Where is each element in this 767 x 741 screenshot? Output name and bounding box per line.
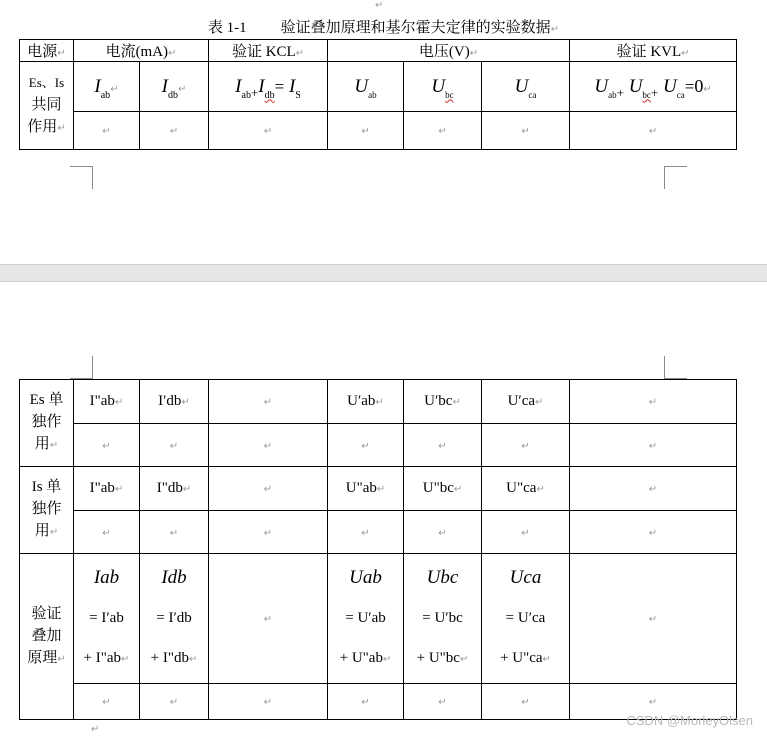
page-corner-mark — [664, 356, 687, 379]
cell-kcl-equation: $I_{ab}+I_{db}= I_S$ — [209, 62, 328, 112]
table-cell: ↵ — [482, 112, 570, 150]
source-label-es-only: Es 单 独作 用↵ — [20, 380, 74, 467]
cell-uab-symbol: $U_{ab}$ — [328, 62, 404, 112]
cell-ubc-superposition: Ubc = U′bc + U"bc↵ — [404, 554, 482, 684]
source-label-superposition: 验证 叠加 原理↵ — [20, 554, 74, 720]
table-cell: ↵ — [74, 511, 140, 554]
table-cell: ↵ — [328, 511, 404, 554]
header-voltage: 电压(V)↵ — [328, 40, 570, 62]
paragraph-mark: ↵ — [91, 724, 100, 735]
table-caption — [0, 16, 767, 37]
caption-title: 验证叠加原理和基尔霍夫定律的实验数据 — [280, 20, 551, 36]
table-cell: ↵ — [328, 424, 404, 467]
table-cell: ↵ — [140, 112, 209, 150]
cell-idb-symbol: $I_{db}↵$ — [140, 62, 209, 112]
cell-uca-prime: U′ca↵ — [482, 380, 570, 424]
cell-iab-double-prime: I"ab↵ — [74, 467, 140, 511]
table-cell: ↵ — [404, 112, 482, 150]
table-cell: ↵ — [74, 684, 140, 720]
table-cell: ↵ — [570, 467, 737, 511]
table-cell: ↵ — [482, 684, 570, 720]
header-source: 电源↵ — [20, 40, 74, 62]
table-cell: ↵ — [209, 684, 328, 720]
table-cell: ↵ — [209, 424, 328, 467]
watermark-text: CSDN @MorleyOlsen — [626, 713, 753, 728]
data-table-1 — [19, 39, 737, 150]
table-cell: ↵ — [482, 424, 570, 467]
header-kcl: 验证 KCL↵ — [209, 40, 328, 62]
table-cell: ↵ — [328, 112, 404, 150]
page-break — [0, 264, 767, 282]
cell-uab-prime: U′ab↵ — [328, 380, 404, 424]
page-corner-mark — [664, 166, 687, 189]
cell-uca-double-prime: U"ca↵ — [482, 467, 570, 511]
cell-idb-double-prime: I"db↵ — [140, 467, 209, 511]
table-cell: ↵ — [74, 424, 140, 467]
cell-uca-symbol: $U_{ca}$ — [482, 62, 570, 112]
table-cell: ↵ — [140, 511, 209, 554]
cell-ubc-symbol: $U_{bc}$ — [404, 62, 482, 112]
table-cell: ↵ — [404, 424, 482, 467]
table-cell: ↵ — [209, 380, 328, 424]
cell-idb-superposition: Idb = I′db + I"db↵ — [140, 554, 209, 684]
table-cell: ↵ — [570, 112, 737, 150]
data-table-2 — [19, 379, 737, 720]
cell-kvl-equation: $U_{ab}+ U_{bc}+$ $U_{ca}=0↵$ — [570, 62, 737, 112]
cell-idb-prime: I′db↵ — [140, 380, 209, 424]
paragraph-mark: ↵ — [550, 24, 560, 35]
page-corner-mark — [70, 166, 93, 189]
table-cell: ↵ — [404, 511, 482, 554]
source-label-combined: Es、Is 共同 作用↵ — [20, 62, 74, 150]
cell-uab-superposition: Uab = U′ab + U"ab↵ — [328, 554, 404, 684]
table-cell: ↵ — [570, 424, 737, 467]
table-cell: ↵ — [570, 554, 737, 684]
header-current: 电流(mA)↵ — [74, 40, 209, 62]
cell-uca-superposition: Uca = U′ca + U"ca↵ — [482, 554, 570, 684]
table-cell: ↵ — [482, 511, 570, 554]
table-cell: ↵ — [74, 112, 140, 150]
cell-ubc-double-prime: U"bc↵ — [404, 467, 482, 511]
cell-uab-double-prime: U"ab↵ — [328, 467, 404, 511]
table-cell: ↵ — [209, 112, 328, 150]
cell-iab-superposition: Iab = I′ab + I"ab↵ — [74, 554, 140, 684]
caption-number: 表 1-1 — [207, 20, 247, 36]
paragraph-mark: ↵ — [375, 0, 384, 11]
header-kvl: 验证 KVL↵ — [570, 40, 737, 62]
table-cell: ↵ — [328, 684, 404, 720]
table-cell: ↵ — [140, 684, 209, 720]
source-label-is-only: Is 单 独作 用↵ — [20, 467, 74, 554]
table-cell: ↵ — [209, 511, 328, 554]
table-cell: ↵ — [404, 684, 482, 720]
table-cell: ↵ — [209, 554, 328, 684]
cell-ubc-prime: U′bc↵ — [404, 380, 482, 424]
cell-iab-prime: I"ab↵ — [74, 380, 140, 424]
table-cell: ↵ — [570, 380, 737, 424]
table-cell: ↵ — [570, 511, 737, 554]
table-cell: ↵ — [570, 684, 737, 720]
page-corner-mark — [70, 356, 93, 379]
cell-iab-symbol: $I_{ab}↵$ — [74, 62, 140, 112]
table-cell: ↵ — [209, 467, 328, 511]
table-cell: ↵ — [140, 424, 209, 467]
